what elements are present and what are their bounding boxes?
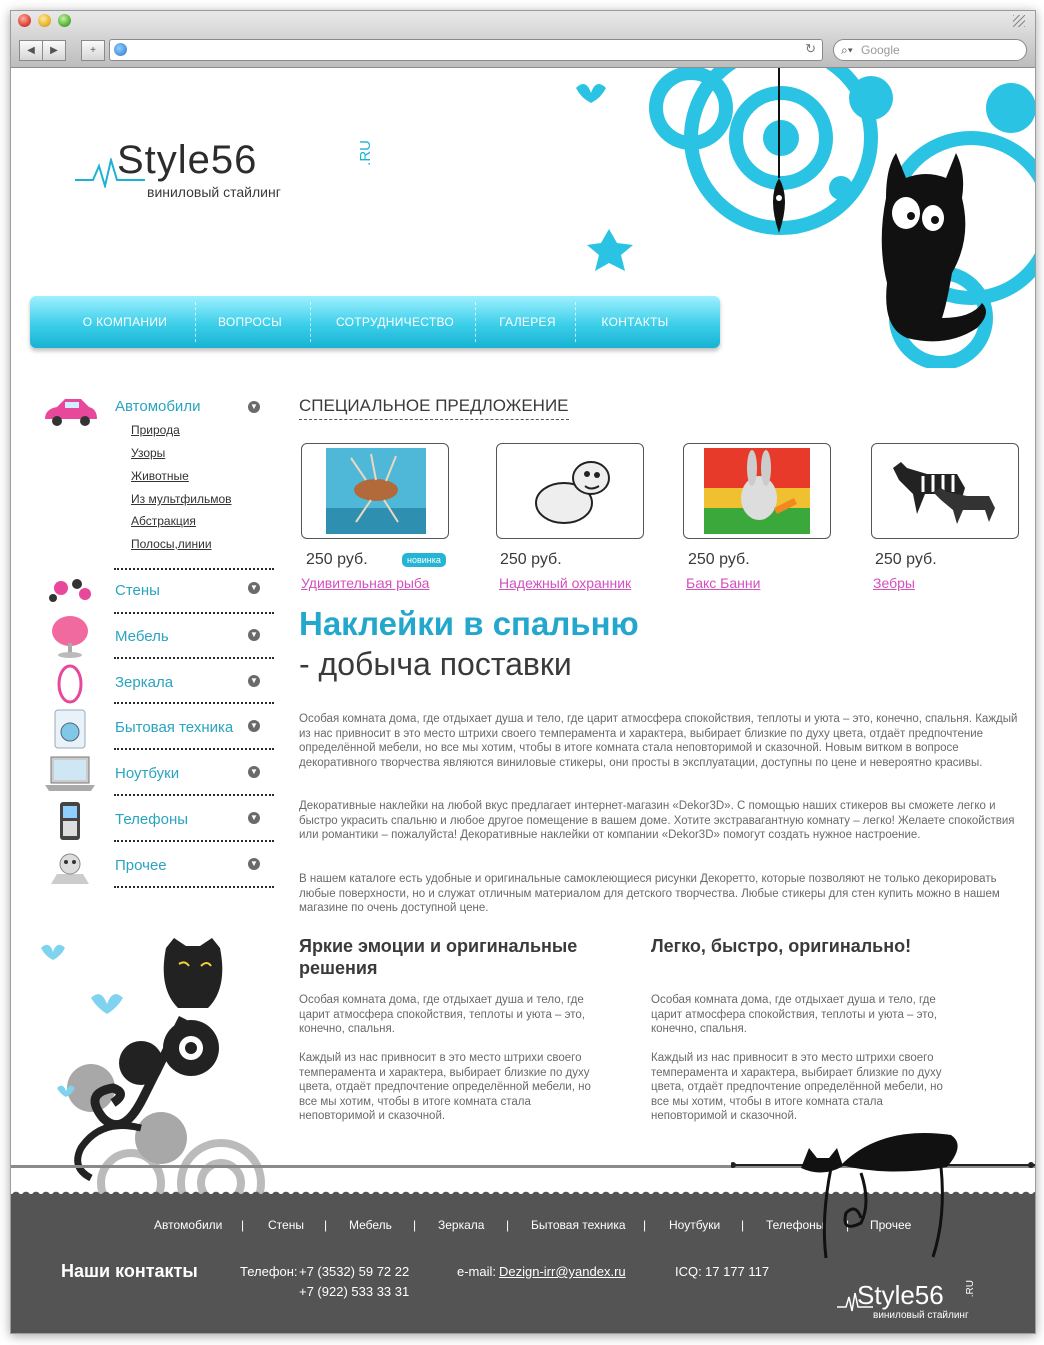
phone-number-2: +7 (922) 533 33 31 bbox=[299, 1284, 410, 1299]
menu-item-contacts[interactable]: КОНТАКТЫ bbox=[601, 315, 669, 329]
subcategory-stripes[interactable]: Полосы,линии bbox=[131, 537, 212, 551]
reload-icon[interactable]: ↻ bbox=[805, 41, 816, 56]
article-title: Наклейки в спальню bbox=[299, 605, 639, 642]
icq-label: ICQ: bbox=[675, 1264, 702, 1279]
resize-grip-icon bbox=[1013, 15, 1025, 27]
search-field[interactable] bbox=[833, 39, 1027, 61]
product-image-fish[interactable] bbox=[326, 448, 426, 534]
product-link[interactable]: Бакс Банни bbox=[686, 575, 761, 591]
new-badge: новинка bbox=[402, 553, 446, 567]
chevron-down-icon[interactable]: ▼ bbox=[248, 401, 260, 413]
laptop-icon[interactable] bbox=[41, 753, 99, 795]
footer-link-laptops[interactable]: Ноутбуки bbox=[669, 1218, 721, 1232]
footer-logo-text: Style56 bbox=[857, 1280, 944, 1310]
contacts-title: Наши контакты bbox=[61, 1261, 198, 1281]
chevron-down-icon[interactable]: ▼ bbox=[248, 766, 260, 778]
sidebar-divider bbox=[114, 612, 274, 614]
washing-machine-icon[interactable] bbox=[41, 708, 99, 750]
chevron-down-icon[interactable]: ▼ bbox=[248, 582, 260, 594]
email-link[interactable]: Dezign-irr@yandex.ru bbox=[499, 1264, 626, 1279]
footer-link-other[interactable]: Прочее bbox=[870, 1218, 912, 1232]
product-price: 250 руб. bbox=[306, 551, 368, 568]
subcategory-animals[interactable]: Животные bbox=[131, 469, 189, 483]
menu-item-cooperation[interactable]: СОТРУДНИЧЕСТВО bbox=[335, 315, 455, 329]
product-link[interactable]: Зебры bbox=[873, 575, 915, 591]
sidebar-item-walls[interactable]: Стены bbox=[115, 582, 160, 599]
product-link[interactable]: Надежный охранник bbox=[499, 575, 632, 591]
email-label: e-mail: bbox=[457, 1264, 497, 1279]
footer-separator: | bbox=[846, 1218, 850, 1232]
browser-toolbar bbox=[11, 11, 1035, 68]
footer-link-furniture[interactable]: Мебель bbox=[349, 1218, 392, 1232]
footer-separator: | bbox=[741, 1218, 745, 1232]
minimize-window-icon[interactable] bbox=[38, 14, 51, 27]
chevron-down-icon[interactable]: ▼ bbox=[248, 675, 260, 687]
footer-logo-tld: .RU bbox=[965, 1280, 976, 1298]
mirror-icon[interactable] bbox=[41, 663, 99, 705]
subcategory-cartoons[interactable]: Из мультфильмов bbox=[131, 492, 232, 506]
sidebar-divider bbox=[114, 657, 274, 659]
product-price: 250 руб. bbox=[500, 551, 562, 568]
sidebar-item-appliances[interactable]: Бытовая техника bbox=[115, 719, 234, 736]
car-icon[interactable] bbox=[41, 393, 99, 431]
footer-link-phones[interactable]: Телефоны bbox=[766, 1218, 825, 1232]
close-window-icon[interactable] bbox=[18, 14, 31, 27]
sidebar-divider bbox=[114, 568, 274, 570]
sidebar-divider bbox=[114, 702, 274, 704]
product-image-zebras[interactable] bbox=[883, 448, 1001, 534]
search-icon: ⌕▾ bbox=[841, 43, 853, 57]
globe-icon bbox=[114, 43, 127, 56]
column-title: Яркие эмоции и оригинальные решения bbox=[299, 936, 578, 978]
sidebar-divider bbox=[114, 886, 274, 888]
column-paragraph: Особая комната дома, где отдыхает душа и тело, где царит атмосфера спокойствия, теплоты и уюта – это, конечно, спальня. bbox=[299, 994, 585, 1035]
chair-icon[interactable] bbox=[41, 613, 99, 659]
sidebar-item-phones[interactable]: Телефоны bbox=[115, 811, 189, 828]
add-bookmark-button[interactable]: + bbox=[81, 40, 105, 61]
article-subtitle: - добыча поставки bbox=[299, 646, 572, 682]
sidebar-divider bbox=[114, 840, 274, 842]
chevron-down-icon[interactable]: ▼ bbox=[248, 629, 260, 641]
footer-link-mirrors[interactable]: Зеркала bbox=[438, 1218, 485, 1232]
sidebar-item-other[interactable]: Прочее bbox=[115, 857, 167, 874]
page-content bbox=[11, 68, 1035, 1333]
chevron-down-icon[interactable]: ▼ bbox=[248, 858, 260, 870]
logo-tld: .RU bbox=[357, 140, 374, 166]
sidebar-item-furniture[interactable]: Мебель bbox=[115, 628, 169, 645]
product-image-bunny[interactable] bbox=[704, 448, 810, 534]
owl-tree-decoration bbox=[21, 928, 301, 1198]
cat-decoration bbox=[731, 1123, 1035, 1283]
product-price: 250 руб. bbox=[688, 551, 750, 568]
footer-separator: | bbox=[413, 1218, 417, 1232]
footer-logo-tagline: виниловый стайлинг bbox=[873, 1310, 969, 1321]
phone-number-1: +7 (3532) 59 72 22 bbox=[299, 1264, 410, 1279]
column-paragraph: Каждый из нас привносит в это место штрихи своего темперамента и характера, выбирает близкие по духу цвета, отдаёт предпочтение определённой мебели, но все мы хотим, чтобы в итоге комната стала неповторимой и сказочной. bbox=[299, 1052, 591, 1122]
logo-tagline: виниловый стайлинг bbox=[147, 184, 281, 200]
footer-separator: | bbox=[324, 1218, 328, 1232]
product-link[interactable]: Удивительная рыба bbox=[301, 575, 430, 591]
footer-link-cars[interactable]: Автомобили bbox=[154, 1218, 223, 1232]
menu-item-about[interactable]: О КОМПАНИИ bbox=[82, 315, 168, 329]
footer-link-walls[interactable]: Стены bbox=[268, 1218, 304, 1232]
subcategory-patterns[interactable]: Узоры bbox=[131, 446, 166, 460]
forward-button[interactable]: ▶ bbox=[42, 40, 66, 61]
search-placeholder: Google bbox=[861, 43, 900, 57]
menu-item-gallery[interactable]: ГАЛЕРЕЯ bbox=[499, 315, 556, 329]
browser-window bbox=[10, 10, 1036, 1334]
subcategory-nature[interactable]: Природа bbox=[131, 423, 180, 437]
menu-item-questions[interactable]: ВОПРОСЫ bbox=[217, 315, 283, 329]
chevron-down-icon[interactable]: ▼ bbox=[248, 812, 260, 824]
sidebar-item-mirrors[interactable]: Зеркала bbox=[115, 674, 174, 691]
icq-number: 17 177 117 bbox=[705, 1264, 770, 1279]
sidebar-item-laptops[interactable]: Ноутбуки bbox=[115, 765, 180, 782]
phone-label: Телефон: bbox=[240, 1264, 298, 1279]
footer-separator: | bbox=[643, 1218, 647, 1232]
sidebar-divider bbox=[114, 794, 274, 796]
special-offer-title: СПЕЦИАЛЬНОЕ ПРЕДЛОЖЕНИЕ bbox=[299, 396, 569, 420]
zoom-window-icon[interactable] bbox=[58, 14, 71, 27]
logo-text: Style56 bbox=[117, 138, 258, 182]
main-menu bbox=[30, 296, 720, 348]
column-paragraph: Каждый из нас привносит в это место штрихи своего темперамента и характера, выбирает близкие по духу цвета, отдаёт предпочтение определённой мебели, но все мы хотим, чтобы в итоге комната стала неповторимой и сказочной. bbox=[651, 1052, 943, 1122]
phone-icon[interactable] bbox=[41, 800, 99, 842]
subcategory-abstraction[interactable]: Абстракция bbox=[131, 514, 196, 528]
footer-separator: | bbox=[506, 1218, 510, 1232]
sidebar-item-cars[interactable]: Автомобили bbox=[115, 398, 201, 415]
back-button[interactable]: ◀ bbox=[19, 40, 43, 61]
menu-divider bbox=[575, 302, 577, 342]
flower-pattern-icon[interactable] bbox=[41, 568, 99, 606]
article-paragraph: Декоративные наклейки на любой вкус предлагает интернет-магазин «Dekor3D». С помощью наших стикеров вы сможете легко и быстро украсить спальню и любое другое помещение в вашем доме. Хотите экстравагантную комнату – легко! Желаете спокойствия или романтики – пожалуйста! Декоративные наклейки от компании «Dekor3D» помогут создать нужное настроение. bbox=[299, 800, 1015, 841]
chevron-down-icon[interactable]: ▼ bbox=[248, 720, 260, 732]
product-image-dog[interactable] bbox=[519, 448, 619, 534]
footer-link-appliances[interactable]: Бытовая техника bbox=[531, 1218, 626, 1232]
menu-divider bbox=[195, 302, 197, 342]
menu-divider bbox=[310, 302, 312, 342]
product-price: 250 руб. bbox=[875, 551, 937, 568]
article-paragraph: Особая комната дома, где отдыхает душа и тело, где царит атмосфера спокойствия, теплоты и уюта – это, конечно, спальня. Каждый из нас привносит в это место штрихи своего темперамента и характера, выбирает близкие по духу цвета, отдаёт предпочтение определённой мебели, но все мы хотим, чтобы в итоге комната стала неповторимой и сказочной. Новым витком в вопросе декоративного творчества являются виниловые стикеры, они просты в эксплуатации, доступны по цене и невероятно красивы. bbox=[299, 713, 1018, 769]
misc-icon[interactable] bbox=[41, 846, 99, 888]
column-paragraph: Особая комната дома, где отдыхает душа и тело, где царит атмосфера спокойствия, теплоты и уюта – это, конечно, спальня. bbox=[651, 994, 937, 1035]
column-title: Легко, быстро, оригинально! bbox=[651, 936, 912, 956]
sidebar-divider bbox=[114, 748, 274, 750]
address-bar[interactable] bbox=[109, 39, 823, 61]
footer-separator: | bbox=[241, 1218, 245, 1232]
menu-divider bbox=[475, 302, 477, 342]
article-paragraph: В нашем каталоге есть удобные и оригинальные самоклеющиеся рисунки Декоретто, которые позволяют не только декорировать любые поверхности, но и служат отличным материалом для детского творчества. Любые стикеры для стен купить можно в нашем магазине по очень доступной цене. bbox=[299, 873, 1000, 914]
